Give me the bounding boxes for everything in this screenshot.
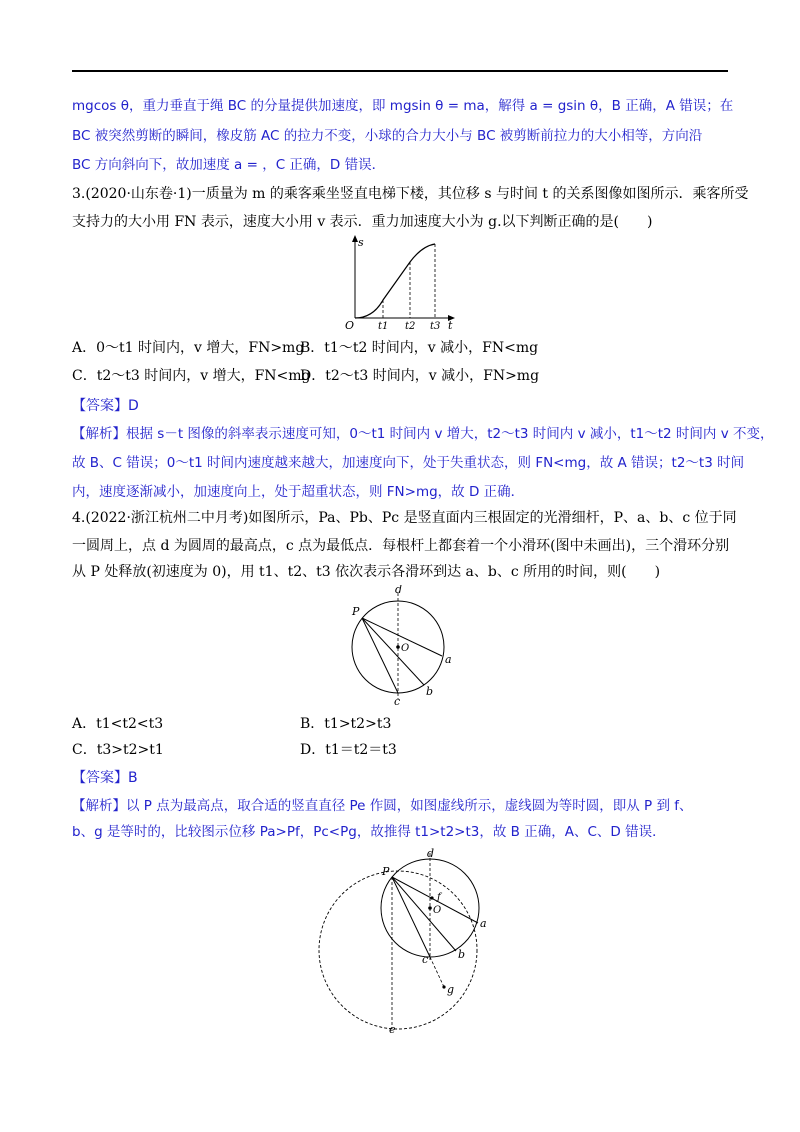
- equal-time-circle-figure: [310, 845, 500, 1035]
- q4-explanation-1: 【解析】以 P 点为最高点，取合适的竖直直径 Pe 作圆，如图虚线所示，虚线圆为等时圆，即从 P 到 f、: [72, 798, 693, 814]
- q4-option-b: B．t1>t2>t3: [300, 716, 392, 732]
- label-o: O: [433, 905, 442, 916]
- q4-option-d: D．t1＝t2＝t3: [300, 742, 397, 758]
- q4-stem-line-2: 一圆周上，点 d 为圆周的最高点，c 点为最低点．每根杆上都套着一个小滑环(图中未画出)，三个滑环分别: [72, 538, 730, 554]
- st-graph-figure: [340, 232, 460, 332]
- q3-answer: 【答案】D: [72, 398, 139, 414]
- label-a: a: [480, 917, 487, 930]
- q4-option-c: C．t3>t2>t1: [72, 742, 164, 758]
- q3-stem-line-1: 3.(2020·山东卷·1)一质量为 m 的乘客乘坐竖直电梯下楼，其位移 s 与时间 t 的关系图像如图所示．乘客所受: [72, 186, 749, 202]
- q4-explanation-2: b、g 是等时的，比较图示位移 Pa>Pf，Pc<Pg，故推得 t1>t2>t3，故 B 正确，A、C、D 错误．: [72, 824, 666, 840]
- circle-rods-figure: [340, 585, 460, 710]
- st-curve: [355, 244, 435, 318]
- q3-option-b: B．t1～t2 时间内，v 减小，FN<mg: [300, 340, 539, 356]
- origin-label: O: [345, 319, 355, 332]
- label-p: P: [382, 865, 390, 878]
- q3-option-c: C．t2～t3 时间内，v 增大，FN<mg: [72, 368, 311, 384]
- label-d: d: [395, 585, 403, 596]
- q3-option-d: D．t2～t3 时间内，v 减小，FN>mg: [300, 368, 540, 384]
- q3-explanation-2: 故 B、C 错误；0～t1 时间内速度越来越大，加速度向下，处于失重状态，则 FN<mg，故 A 错误；t2～t3 时间: [72, 455, 745, 471]
- rod-pb: [362, 618, 424, 685]
- extension-cg: [430, 957, 444, 987]
- q3-stem-line-2: 支持力的大小用 FN 表示，速度大小用 v 表示．重力加速度大小为 g.以下判断正确的是( ): [72, 214, 653, 230]
- rod-pb: [392, 877, 456, 951]
- tick-t1: t1: [378, 321, 389, 332]
- t-axis-label: t: [448, 319, 453, 332]
- label-p: P: [352, 605, 360, 618]
- q3-option-a: A．0～t1 时间内，v 增大，FN>mg: [72, 340, 305, 356]
- q4-option-a: A．t1<t2<t3: [72, 716, 164, 732]
- q4-answer: 【答案】B: [72, 770, 138, 786]
- dashed-equal-time-circle: [319, 871, 477, 1029]
- q3-explanation-3: 内，速度逐渐减小，加速度向上，处于超重状态，则 FN>mg，故 D 正确．: [72, 484, 525, 500]
- tick-t2: t2: [405, 321, 416, 332]
- label-e: e: [389, 1023, 396, 1035]
- label-f: f: [437, 892, 441, 903]
- s-axis-label: s: [358, 236, 364, 249]
- label-g: g: [447, 983, 455, 996]
- label-b: b: [458, 948, 466, 961]
- solution-line-3: BC 方向斜向下，故加速度 a = ，C 正确，D 错误．: [72, 157, 386, 173]
- solution-line-2: BC 被突然剪断的瞬间，橡皮筋 AC 的拉力不变，小球的合力大小与 BC 被剪断前拉力的大小相等，方向沿: [72, 128, 703, 144]
- q4-stem-line-3: 从 P 处释放(初速度为 0)，用 t1、t2、t3 依次表示各滑环到达 a、b、c 所用的时间，则( ): [72, 564, 661, 580]
- header-rule: [72, 70, 728, 72]
- solution-line-1: mgcos θ，重力垂直于绳 BC 的分量提供加速度，即 mgsin θ = ma，解得 a = gsin θ，B 正确，A 错误；在: [72, 98, 734, 114]
- label-c: c: [394, 695, 401, 708]
- q4-stem-line-1: 4.(2022·浙江杭州二中月考)如图所示，Pa、Pb、Pc 是竖直面内三根固定的光滑细杆，P、a、b、c 位于同: [72, 510, 737, 526]
- label-c: c: [422, 953, 429, 966]
- rod-pa: [392, 877, 478, 923]
- tick-t3: t3: [430, 321, 441, 332]
- label-b: b: [426, 685, 434, 698]
- q3-explanation-1: 【解析】根据 s－t 图像的斜率表示速度可知，0～t1 时间内 v 增大，t2～t3 时间内 v 减小，t1～t2 时间内 v 不变，: [72, 426, 774, 442]
- label-d: d: [427, 847, 435, 860]
- label-a: a: [445, 653, 452, 666]
- label-o: O: [401, 643, 410, 654]
